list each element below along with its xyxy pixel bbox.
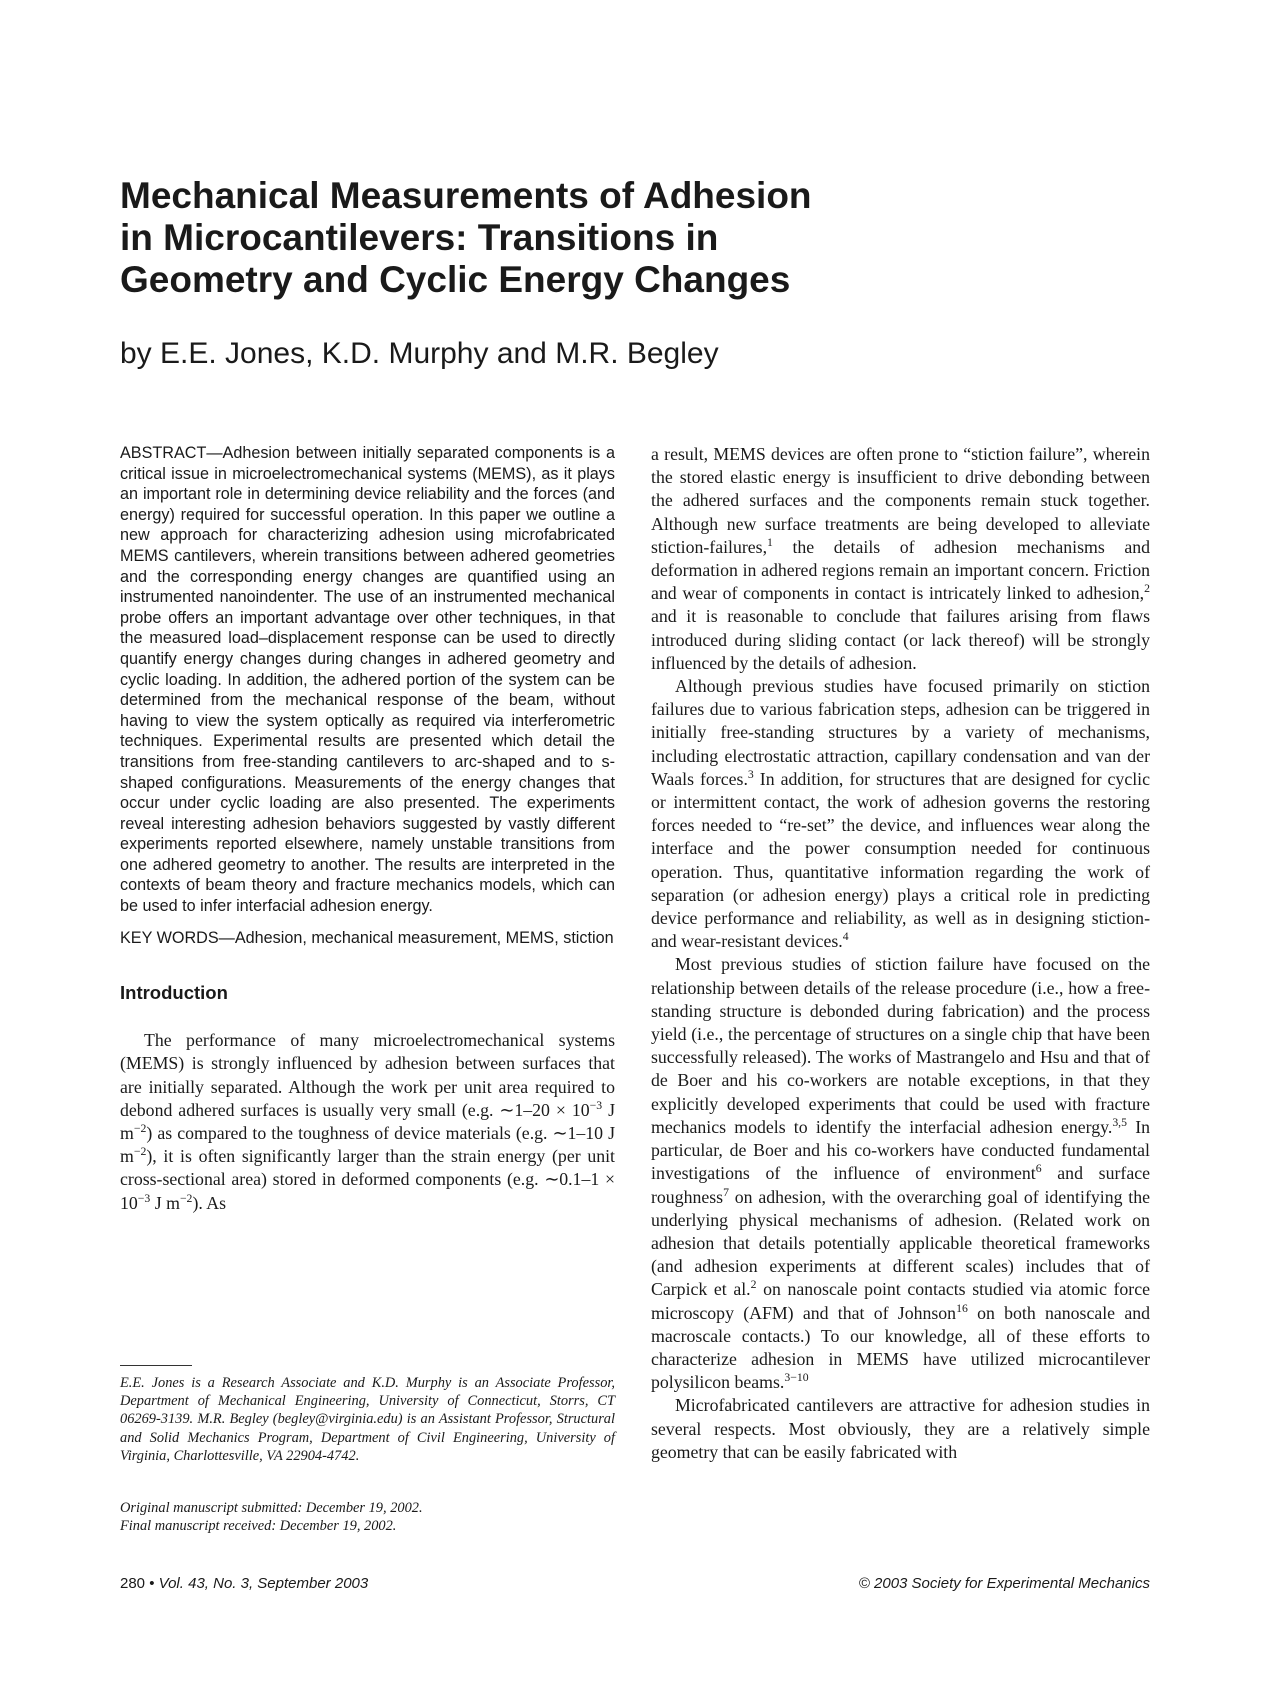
reference-marker: 2 xyxy=(1144,582,1150,596)
right-column xyxy=(651,443,1150,1464)
title-line-3: Geometry and Cyclic Energy Changes xyxy=(120,259,791,300)
intro-text: J m xyxy=(150,1192,180,1213)
body-text: on both nanoscale and macroscale contacts.) To our knowledge, all of these efforts to characterize adhesion in MEMS have utilized microcantilever polysilicon beams. xyxy=(651,1302,1151,1393)
page-number: 280 xyxy=(120,1575,146,1592)
exponent: −2 xyxy=(133,1122,147,1136)
abstract: ABSTRACT—Adhesion between initially separated components is a critical issue in microelectromechanical systems (MEMS), as it plays an important role in determining device reliability and the forces (and energy) required for successful operation. In this paper we outline a new approach for characterizing adhesion using microfabricated MEMS cantilevers, wherein transitions between adhered geometries and the corresponding energy changes are quantified using an instrumented nanoindenter. The use of an instrumented mechanical probe offers an important advantage over other techniques, in that the measured load–displacement response can be used to directly quantify energy changes during changes in adhered geometry and cyclic loading. In addition, the adhered portion of the system can be determined from the mechanical response of the beam, without having to view the system optically as required via interferometric techniques. Experimental results are presented which detail the transitions from free-standing cantilevers to arc-shaped and to s-shaped configurations. Measurements of the energy changes that occur under cyclic loading are also presented. The experiments reveal interesting adhesion behaviors suggested by vastly different experiments reported elsewhere, namely unstable transitions from one adhered geometry to another. The results are interpreted in the contexts of beam theory and fracture mechanics models, which can be used to infer interfacial adhesion energy. xyxy=(120,444,615,916)
reference-marker: 7 xyxy=(723,1185,729,1199)
footer-bullet: • xyxy=(149,1575,155,1592)
body-text: a result, MEMS devices are often prone to “stiction failure”, wherein the stored elastic energy is insufficient to drive debonding between the adhered surfaces and the components remain stuck together. Although new surface treatments are being developed to alleviate stiction-failures, xyxy=(651,444,1150,557)
author-affiliation-footnote: E.E. Jones is a Research Associate and K.D. Murphy is an Associate Professor, Department of Mechanical Engineering, University of Connecticut, Storrs, CT 06269-3139. M.R. Begley (begley@virginia.edu) is an Assistant Professor, Structural and Solid Mechanics Program, Department of Civil Engineering, University of Virginia, Charlottesville, VA 22904-4742. xyxy=(120,1375,615,1464)
page-footer-left xyxy=(120,1575,368,1593)
body-text: on adhesion, with the overarching goal of identifying the underlying physical mechanisms of adhesion. (Related work on adhesion that details potentially applicable theoretical frameworks (and adhesion experiments at different scales) includes that of Carpick et al. xyxy=(651,1186,1150,1300)
body-text: and it is reasonable to conclude that failures arising from flaws introduced during sliding contact (or lack thereof) will be strongly influenced by the details of adhesion. xyxy=(651,606,1150,673)
reference-marker: 4 xyxy=(842,930,849,944)
footnote-divider xyxy=(120,1365,192,1366)
body-text: In particular, de Boer and his co-workers have conducted fundamental investigations of the influence of environment xyxy=(651,1116,1150,1184)
reference-marker: 16 xyxy=(956,1301,968,1315)
body-text: Most previous studies of stiction failure have focused on the relationship between details of the release procedure (i.e., how a free-standing structure is debonded during fabrication) and the process yield (i.e., the percentage of structures on a single chip that have been successfully released). The works of Mastrangelo and Hsu and that of de Boer and his co-workers are notable exceptions, in that they explicitly developed experiments that could be used with fracture mechanics models to identify the interfacial adhesion energy. xyxy=(651,954,1150,1137)
title-line-1: Mechanical Measurements of Adhesion xyxy=(120,175,812,216)
reference-marker: 6 xyxy=(1035,1162,1042,1176)
submitted-date: Original manuscript submitted: December 19, 2002. xyxy=(120,1500,423,1516)
body-text: the details of adhesion mechanisms and deformation in adhered regions remain an important concern. Friction and wear of components in contact is intricately linked to adhesion, xyxy=(651,536,1150,604)
body-text: and surface roughness xyxy=(651,1163,1150,1207)
reference-marker: 3−10 xyxy=(784,1371,809,1385)
exponent: −2 xyxy=(179,1191,193,1205)
received-date: Final manuscript received: December 19, 2002. xyxy=(120,1518,397,1535)
reference-marker: 3,5 xyxy=(1112,1115,1127,1129)
body-paragraph xyxy=(651,443,1150,675)
section-heading-introduction: Introduction xyxy=(120,982,228,1004)
body-text: on nanoscale point contacts studied via atomic force microscopy (AFM) and that of Johnson xyxy=(651,1279,1150,1323)
manuscript-dates xyxy=(120,1499,615,1535)
intro-text: J m xyxy=(120,1099,615,1144)
reference-marker: 3 xyxy=(747,767,754,781)
body-text: In addition, for structures that are designed for cyclic or intermittent contact, the work of adhesion governs the restoring forces needed to “re-set” the device, and influences wear along the interface and the power consumption needed for continuous operation. Thus, quantitative information regarding the work of separation (or adhesion energy) plays a critical role in predicting device performance and reliability, as well as in designing stiction- and wear-resistant devices. xyxy=(651,768,1150,952)
body-paragraph xyxy=(651,953,1150,1394)
body-text: Although previous studies have focused primarily on stiction failures due to various fabrication steps, adhesion can be triggered in initially free-standing structures by a variety of mechanisms, including electrostatic attraction, capillary condensation and van der Waals forces. xyxy=(651,676,1150,789)
title-line-2: in Microcantilevers: Transitions in xyxy=(120,217,719,258)
body-paragraph: Microfabricated cantilevers are attractive for adhesion studies in several respects. Most obviously, they are a relatively simple geometry that can be easily fabricated with xyxy=(651,1395,1150,1462)
copyright-notice: © 2003 Society for Experimental Mechanics xyxy=(858,1575,1150,1592)
exponent: −3 xyxy=(589,1098,603,1112)
intro-text: The performance of many microelectromechanical systems (MEMS) is strongly influenced by adhesion between surfaces that are initially separated. Although the work per unit area required to debond adhered surfaces is usually very small (e.g. ∼1–20 × 10 xyxy=(120,1030,615,1120)
exponent: −2 xyxy=(133,1145,147,1159)
keywords: KEY WORDS—Adhesion, mechanical measurement, MEMS, stiction xyxy=(120,928,614,947)
reference-marker: 1 xyxy=(767,535,773,549)
exponent: −3 xyxy=(137,1191,151,1205)
intro-text: ). As xyxy=(192,1192,227,1213)
intro-paragraph xyxy=(120,1029,615,1215)
intro-text: ), it is often significantly larger than the strain energy (per unit cross-sectional area) stored in deformed components (e.g. ∼0.1–1 × 10 xyxy=(120,1146,615,1213)
body-paragraph xyxy=(651,675,1150,953)
intro-text: ) as compared to the toughness of device materials (e.g. ∼1–10 J m xyxy=(120,1123,615,1167)
paper-title xyxy=(120,175,1020,301)
left-column xyxy=(120,443,615,1215)
journal-issue: Vol. 43, No. 3, September 2003 xyxy=(158,1575,369,1592)
author-line: by E.E. Jones, K.D. Murphy and M.R. Begley xyxy=(120,337,719,370)
reference-marker: 2 xyxy=(750,1278,757,1292)
